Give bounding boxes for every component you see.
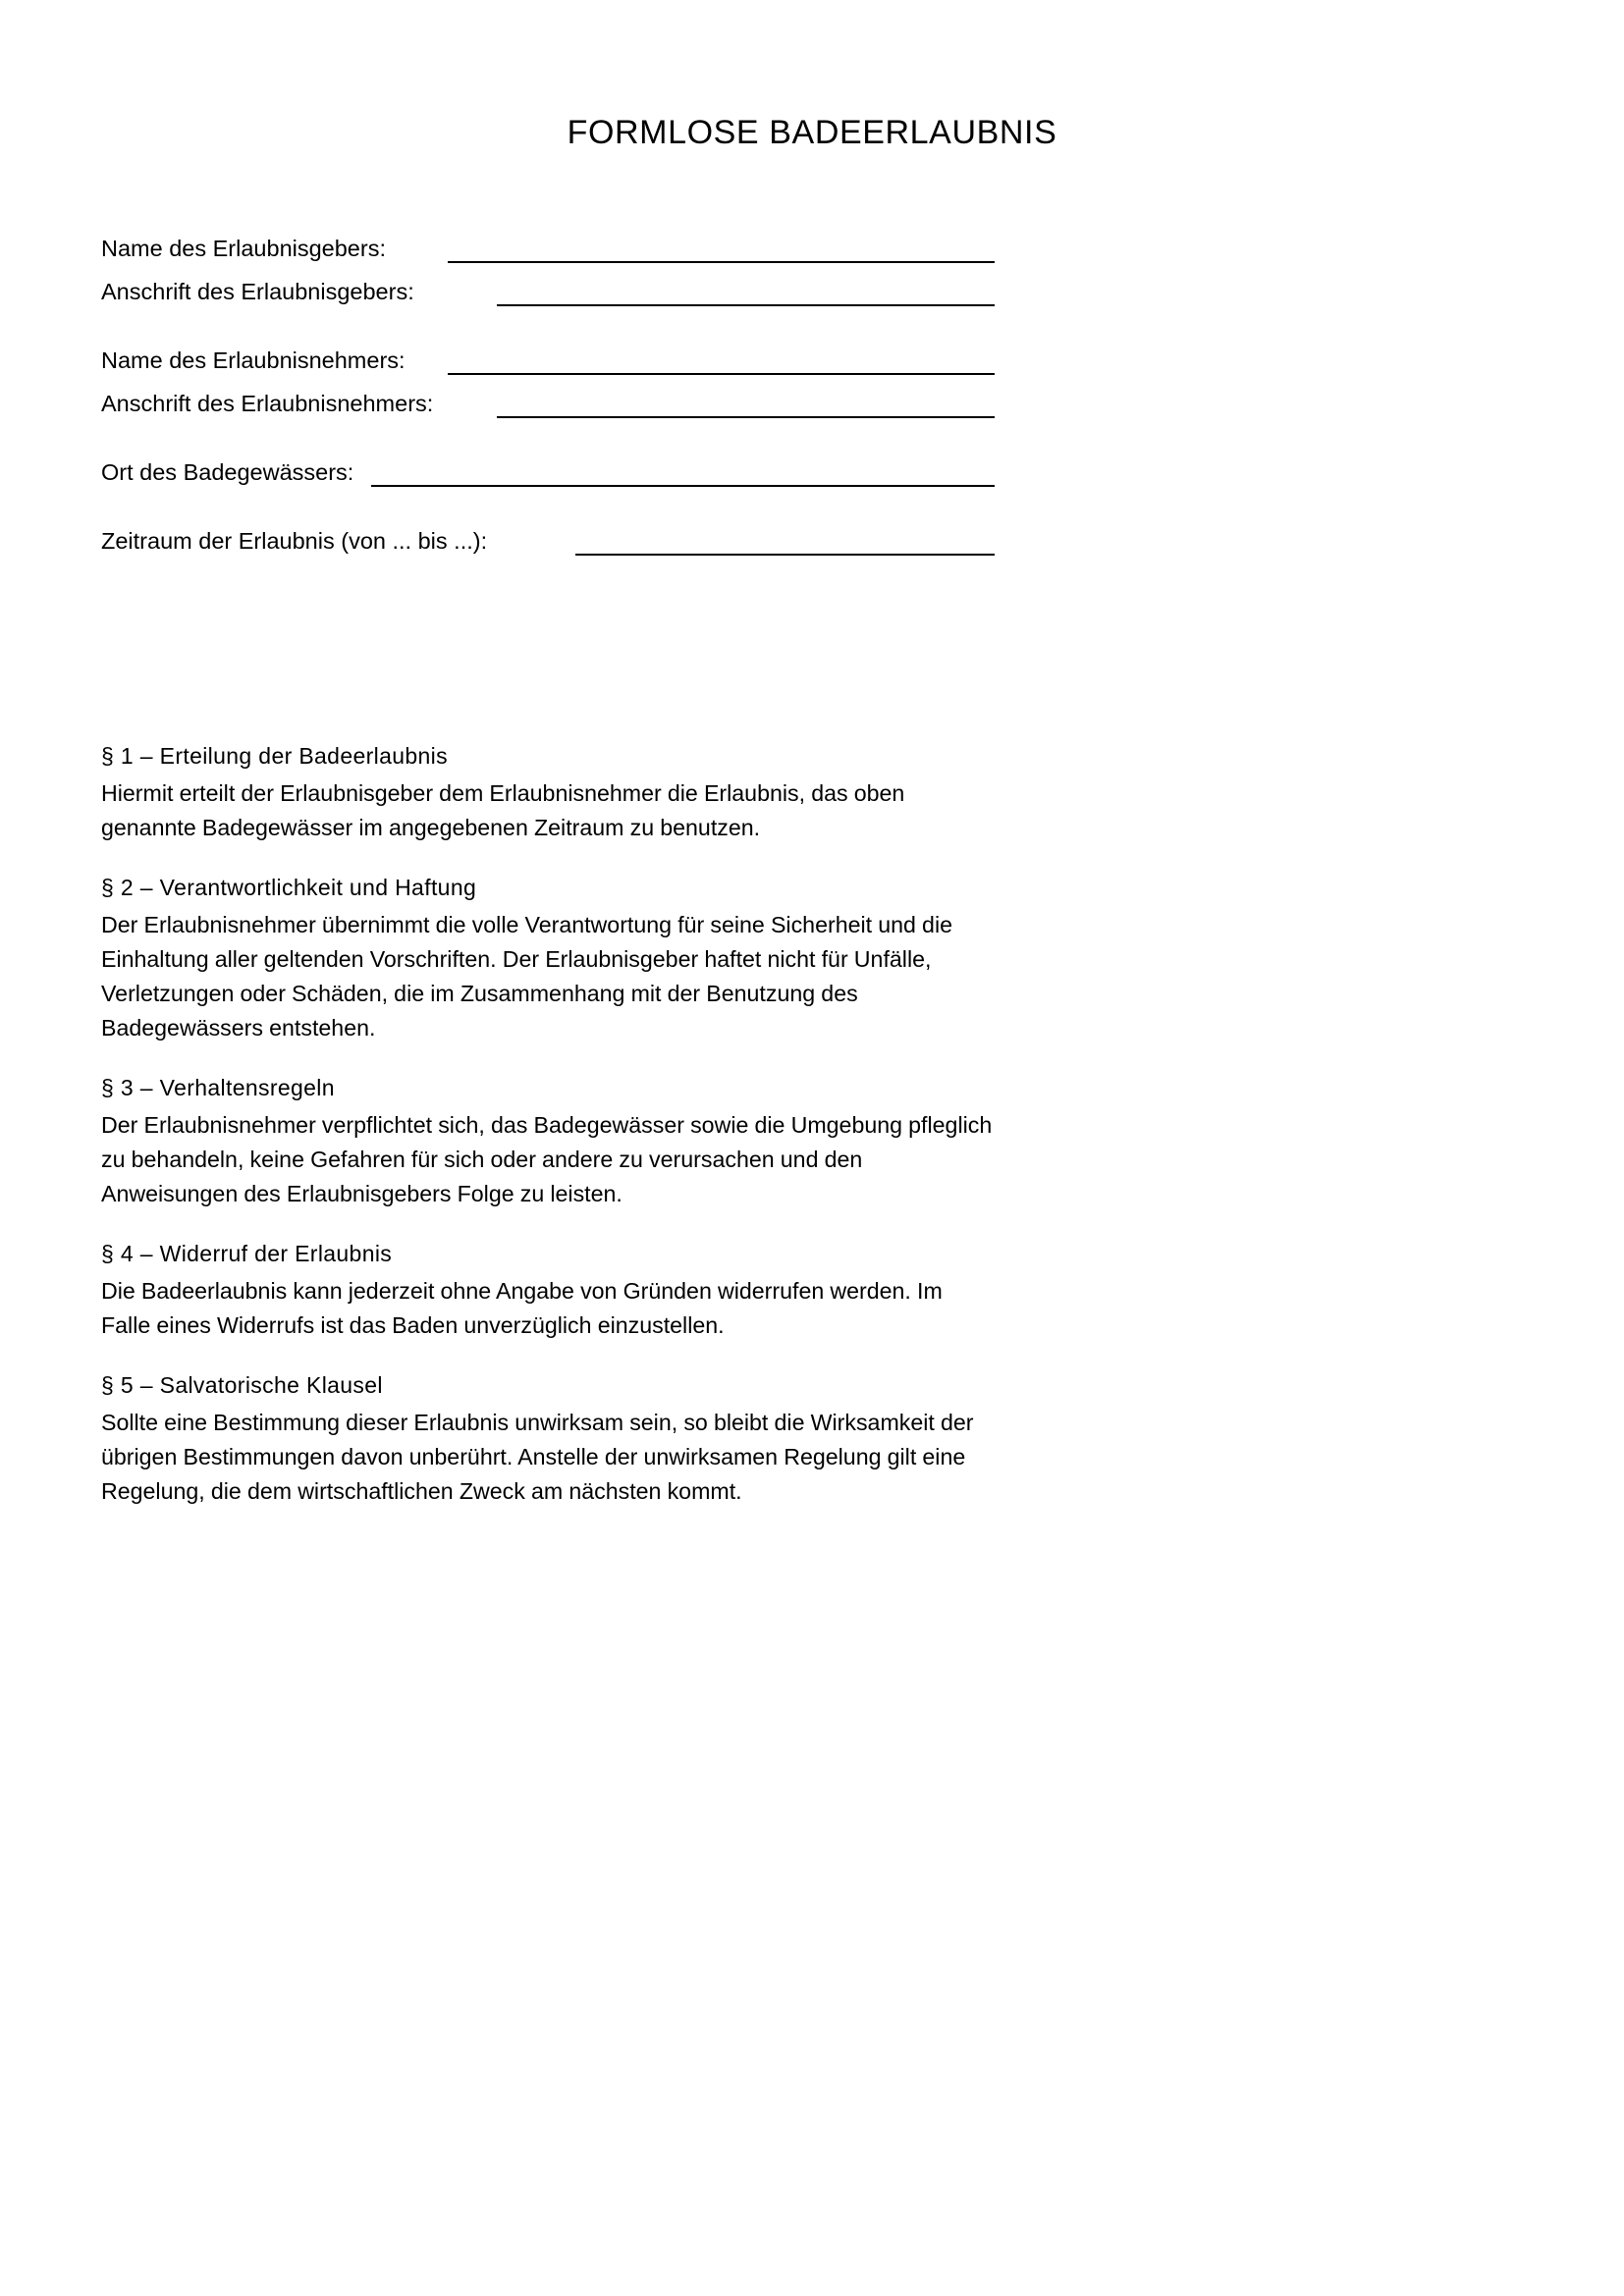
form-row <box>101 526 995 556</box>
form-row <box>101 346 995 375</box>
form-field-label: Ort des Badegewässers: <box>101 459 354 485</box>
form-row <box>101 277 995 306</box>
clause-section <box>101 1071 997 1211</box>
form-row <box>101 457 995 487</box>
page-title: FORMLOSE BADEERLAUBNIS <box>567 114 1057 151</box>
clause-section <box>101 1368 997 1509</box>
form-field-input-line[interactable] <box>575 554 995 556</box>
clause-body: Die Badeerlaubnis kann jederzeit ohne Angabe von Gründen widerrufen werden. Im Falle eines Widerrufs ist das Baden unverzüglich einzustellen. <box>101 1278 943 1338</box>
form-field-label: Zeitraum der Erlaubnis (von ... bis ...): <box>101 528 488 554</box>
form-row <box>101 389 995 418</box>
clause-body: Der Erlaubnisnehmer verpflichtet sich, das Badegewässer sowie die Umgebung pfleglich zu behandeln, keine Gefahren für sich oder andere zu verursachen und den Anweisungen des Erlaubnisgebers Folge zu leisten. <box>101 1112 993 1206</box>
clause-heading: § 5 – Salvatorische Klausel <box>101 1372 383 1398</box>
form-field-input-line[interactable] <box>497 304 995 306</box>
clause-body: Sollte eine Bestimmung dieser Erlaubnis unwirksam sein, so bleibt die Wirksamkeit der übrigen Bestimmungen davon unberührt. Anstelle der unwirksamen Regelung gilt eine Regelung, die dem wirtschaftlichen Zweck am nächsten kommt. <box>101 1410 974 1504</box>
form-field-input-line[interactable] <box>371 485 995 487</box>
clause-heading: § 2 – Verantwortlichkeit und Haftung <box>101 875 477 900</box>
form-field-input-line[interactable] <box>448 373 995 375</box>
form-fields-block <box>101 234 995 556</box>
clause-body: Der Erlaubnisnehmer übernimmt die volle Verantwortung für seine Sicherheit und die Einhaltung aller geltenden Vorschriften. Der Erlaubnisgeber haftet nicht für Unfälle, Verletzungen oder Schäden, die im Zusammenhang mit der Benutzung des Badegewässers entstehen. <box>101 912 952 1041</box>
form-field-input-line[interactable] <box>497 416 995 418</box>
clause-heading: § 1 – Erteilung der Badeerlaubnis <box>101 743 448 769</box>
form-field-label: Name des Erlaubnisnehmers: <box>101 347 406 373</box>
clause-section <box>101 1237 997 1343</box>
clause-section <box>101 739 997 845</box>
clauses-block <box>101 739 997 1534</box>
form-field-input-line[interactable] <box>448 261 995 263</box>
form-field-label: Anschrift des Erlaubnisgebers: <box>101 279 414 304</box>
form-field-label: Name des Erlaubnisgebers: <box>101 236 386 261</box>
form-field-label: Anschrift des Erlaubnisnehmers: <box>101 391 434 416</box>
form-row <box>101 234 995 263</box>
clause-body: Hiermit erteilt der Erlaubnisgeber dem Erlaubnisnehmer die Erlaubnis, das oben genannte Badegewässer im angegebenen Zeitraum zu benutzen. <box>101 780 905 840</box>
clause-heading: § 4 – Widerruf der Erlaubnis <box>101 1241 393 1266</box>
clause-section <box>101 871 997 1045</box>
clause-heading: § 3 – Verhaltensregeln <box>101 1075 335 1100</box>
